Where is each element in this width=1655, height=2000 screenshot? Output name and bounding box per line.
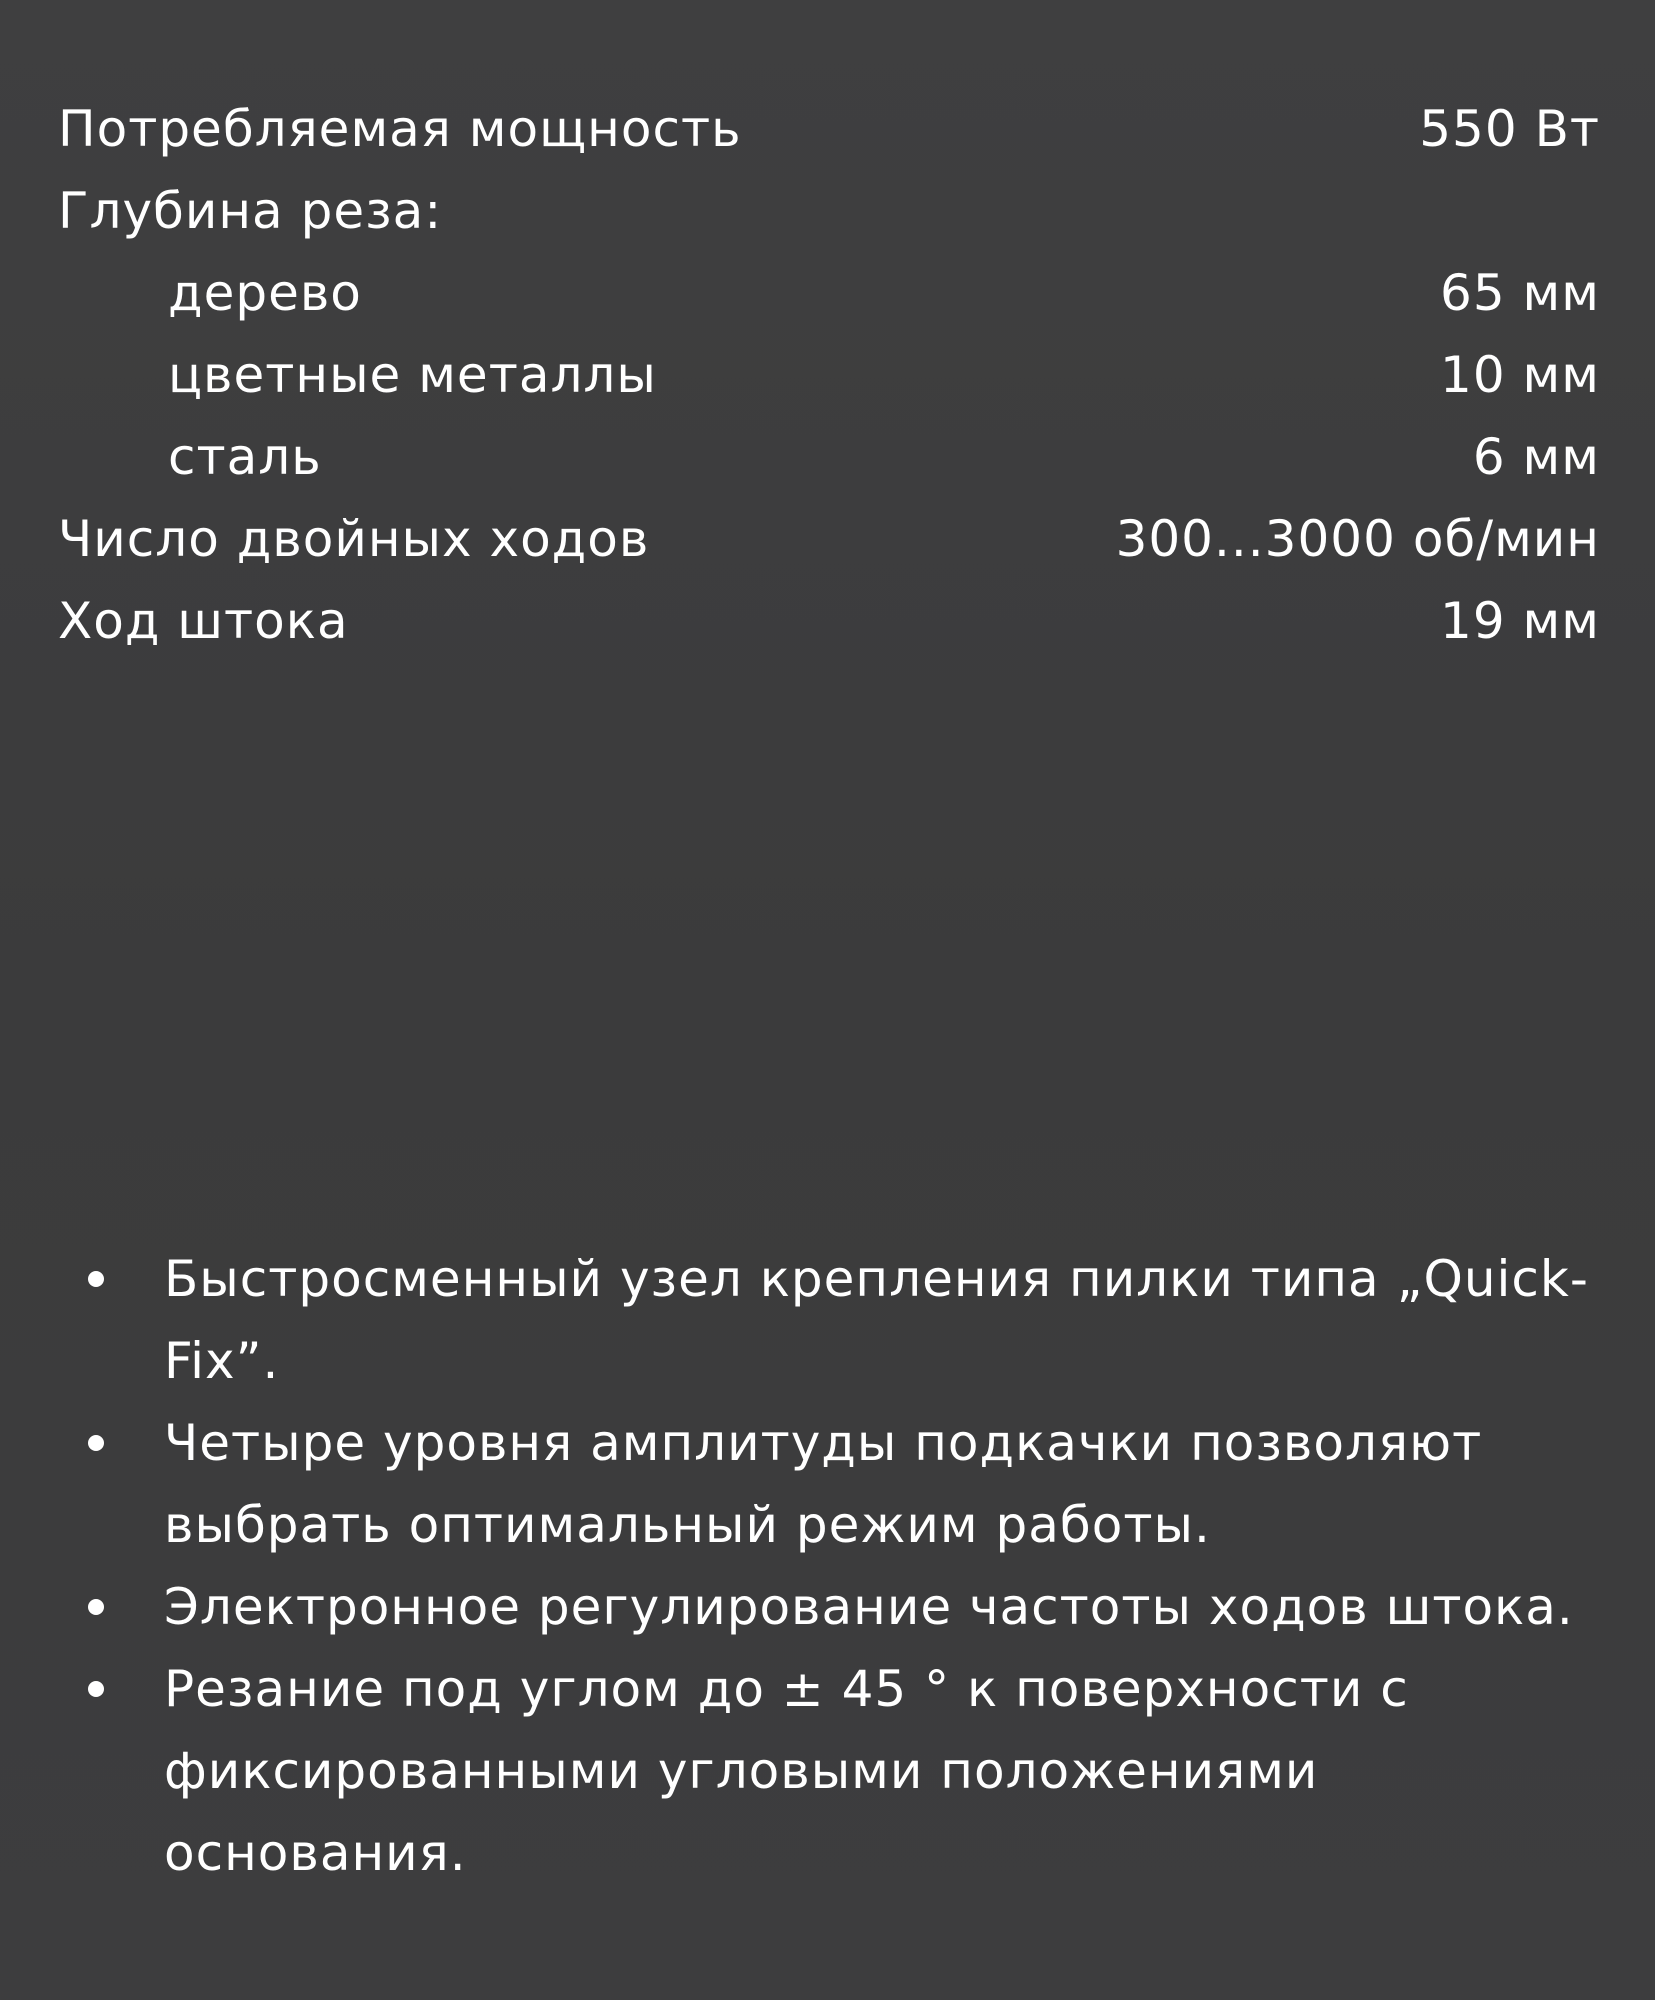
spec-label: Число двойных ходов: [58, 510, 650, 568]
list-item: [80, 1238, 1620, 1402]
spec-value: 6 мм: [1472, 428, 1600, 486]
bullet-icon: [88, 1271, 104, 1287]
feature-text: Четыре уровня амплитуды подкачки позволяют выбрать оптимальный режим работы.: [164, 1414, 1483, 1554]
feature-text: Резание под углом до ± 45 ° к поверхности с фиксированными угловыми положениями основания.: [164, 1660, 1409, 1882]
spec-row-cut-depth: [58, 170, 1600, 252]
spec-label: дерево: [168, 264, 362, 322]
bullet-icon: [88, 1599, 104, 1615]
spec-value: 19 мм: [1440, 592, 1600, 650]
list-item: [80, 1566, 1620, 1648]
spec-value: 65 мм: [1440, 264, 1600, 322]
spec-value: 550 Вт: [1419, 100, 1600, 158]
spec-row-stroke-rate: [58, 498, 1600, 580]
bullet-icon: [88, 1681, 104, 1697]
spec-label: Ход штока: [58, 592, 349, 650]
feature-text: Электронное регулирование частоты ходов штока.: [164, 1578, 1574, 1636]
features-list: [80, 1238, 1620, 1894]
spec-value: 10 мм: [1440, 346, 1600, 404]
spec-label: Глубина реза:: [58, 182, 443, 240]
list-item: [80, 1648, 1620, 1894]
specifications-table: [58, 88, 1600, 662]
spec-label: Потребляемая мощность: [58, 100, 742, 158]
spec-row-steel: [58, 416, 1600, 498]
feature-text: Быстросменный узел крепления пилки типа „Quick-Fix”.: [164, 1250, 1589, 1390]
bullet-icon: [88, 1435, 104, 1451]
spec-label: цветные металлы: [168, 346, 657, 404]
spec-row-wood: [58, 252, 1600, 334]
spec-row-nonferrous-metals: [58, 334, 1600, 416]
spec-label: сталь: [168, 428, 322, 486]
spec-row-stroke-length: [58, 580, 1600, 662]
spec-value: 300...3000 об/мин: [1115, 510, 1600, 568]
spec-row-power: [58, 88, 1600, 170]
list-item: [80, 1402, 1620, 1566]
